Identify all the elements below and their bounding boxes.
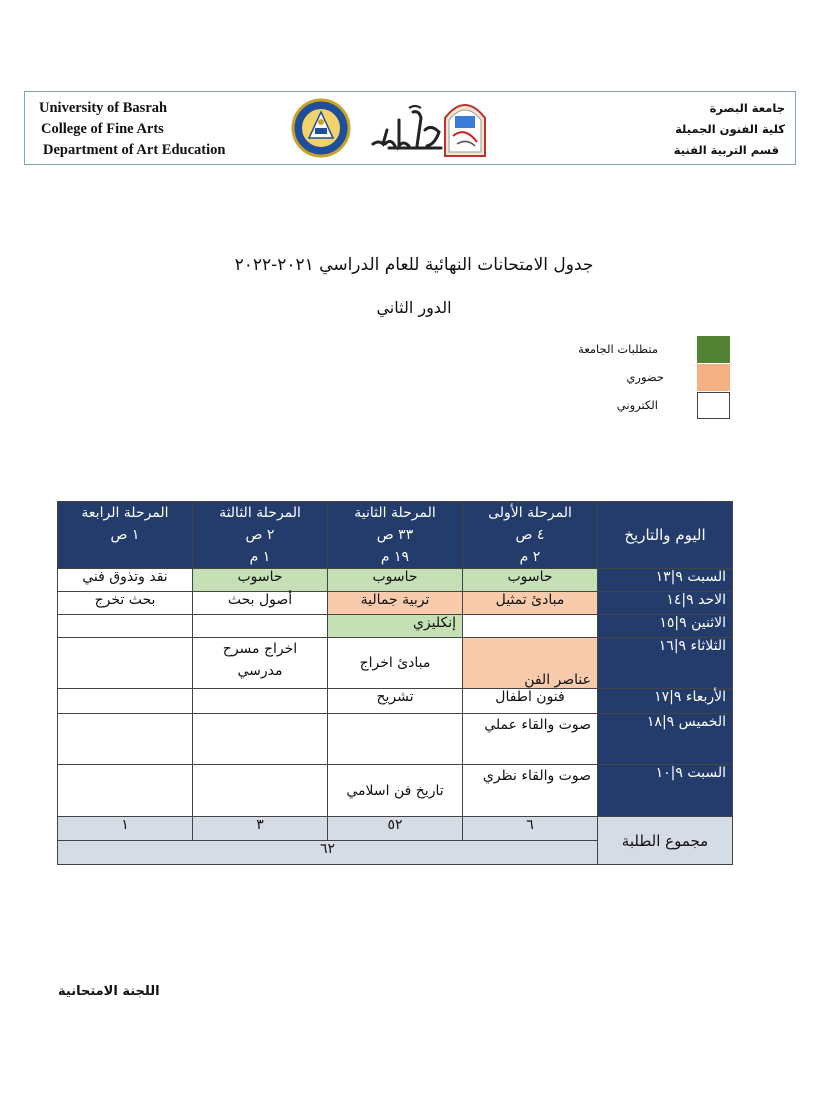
document-header: [24, 91, 796, 165]
totals-row: [58, 817, 733, 841]
schedule-subtitle: الدور الثاني: [376, 298, 452, 317]
table-row: [58, 638, 733, 689]
exam-cell: أصول بحث: [193, 592, 328, 615]
exam-cell: [58, 765, 193, 817]
exam-cell: تاريخ فن اسلامي: [328, 765, 463, 817]
stage-total: ٦: [463, 817, 598, 841]
department-emblem-logo: [439, 96, 491, 160]
exam-cell: [193, 615, 328, 638]
totals-label: مجموع الطلبة: [598, 817, 733, 865]
exam-cell: بحث تخرج: [58, 592, 193, 615]
row-day: الخميس ٩|١٨: [598, 714, 733, 765]
row-day: الثلاثاء ٩|١٦: [598, 638, 733, 689]
stage-total: ٥٢: [328, 817, 463, 841]
legend-swatch-inperson: [697, 364, 730, 391]
college-name-ar: كلية الفنون الجميلة: [675, 122, 785, 136]
exam-cell: [58, 638, 193, 689]
exam-cell: مبادئ اخراج: [328, 638, 463, 689]
row-day: الأربعاء ٩|١٧: [598, 689, 733, 714]
exam-schedule-table: [57, 501, 733, 865]
row-day: السبت ٩|١٣: [598, 569, 733, 592]
exam-cell: حاسوب: [328, 569, 463, 592]
exam-cell: فنون اطفال: [463, 689, 598, 714]
exam-cell: اخراج مسرح مدرسي: [193, 638, 328, 689]
stage-total: ٣: [193, 817, 328, 841]
table-row: [58, 689, 733, 714]
university-name-ar: جامعة البصرة: [709, 101, 785, 115]
row-day: السبت ٩|١٠: [598, 765, 733, 817]
grand-total: ٦٢: [58, 841, 598, 865]
exam-committee-label: اللجنة الامتحانية: [58, 984, 160, 999]
exam-cell: [58, 615, 193, 638]
exam-cell: صوت والقاء نظري: [463, 765, 598, 817]
exam-cell: [328, 714, 463, 765]
exam-cell: تربية جمالية: [328, 592, 463, 615]
day-date-header: اليوم والتاريخ: [598, 502, 733, 569]
stage-header-4: المرحلة الرابعة ١ ص: [58, 502, 193, 569]
exam-cell: [193, 765, 328, 817]
stage-header-2: المرحلة الثانية ٣٣ ص ١٩ م: [328, 502, 463, 569]
row-day: الاحد ٩|١٤: [598, 592, 733, 615]
table-row: [58, 714, 733, 765]
college-name-en: College of Fine Arts: [41, 121, 164, 137]
legend-label-inperson: حضوري: [626, 370, 664, 384]
header-english: [39, 98, 225, 161]
exam-cell: عناصر الفن: [463, 638, 598, 689]
table-row: [58, 569, 733, 592]
stage-header-1: المرحلة الأولى ٤ ص ٢ م: [463, 502, 598, 569]
exam-cell: [193, 689, 328, 714]
header-arabic: [674, 98, 785, 161]
exam-cell: [58, 689, 193, 714]
stage-header-3: المرحلة الثالثة ٢ ص ١ م: [193, 502, 328, 569]
exam-cell: نقد وتذوق فني: [58, 569, 193, 592]
table-row: [58, 765, 733, 817]
table-header-row: [58, 502, 733, 569]
row-day: الاثنين ٩|١٥: [598, 615, 733, 638]
schedule-title: جدول الامتحانات النهائية للعام الدراسي ٢٠٢١-٢٠٢٢: [234, 255, 594, 275]
university-seal-logo: [291, 98, 351, 158]
exam-cell: صوت والقاء عملي: [463, 714, 598, 765]
exam-cell: [463, 615, 598, 638]
department-name-en: Department of Art Education: [43, 142, 226, 158]
legend-swatch-university: [697, 336, 730, 363]
table-row: [58, 592, 733, 615]
legend-swatch-online: [697, 392, 730, 419]
exam-cell: حاسوب: [193, 569, 328, 592]
exam-cell: إنكليزي: [328, 615, 463, 638]
legend-label-online: الكتروني: [616, 398, 658, 412]
legend-label-university: متطلبات الجامعة: [578, 342, 658, 356]
university-name-en: University of Basrah: [39, 100, 168, 116]
exam-cell: تشريح: [328, 689, 463, 714]
exam-cell: حاسوب: [463, 569, 598, 592]
table-row: [58, 615, 733, 638]
department-name-ar: قسم التربية الفنية: [673, 143, 779, 157]
college-calligraphy-logo: [369, 100, 445, 158]
stage-total: ١: [58, 817, 193, 841]
exam-cell: [58, 714, 193, 765]
exam-cell: مبادئ تمثيل: [463, 592, 598, 615]
exam-cell: [193, 714, 328, 765]
